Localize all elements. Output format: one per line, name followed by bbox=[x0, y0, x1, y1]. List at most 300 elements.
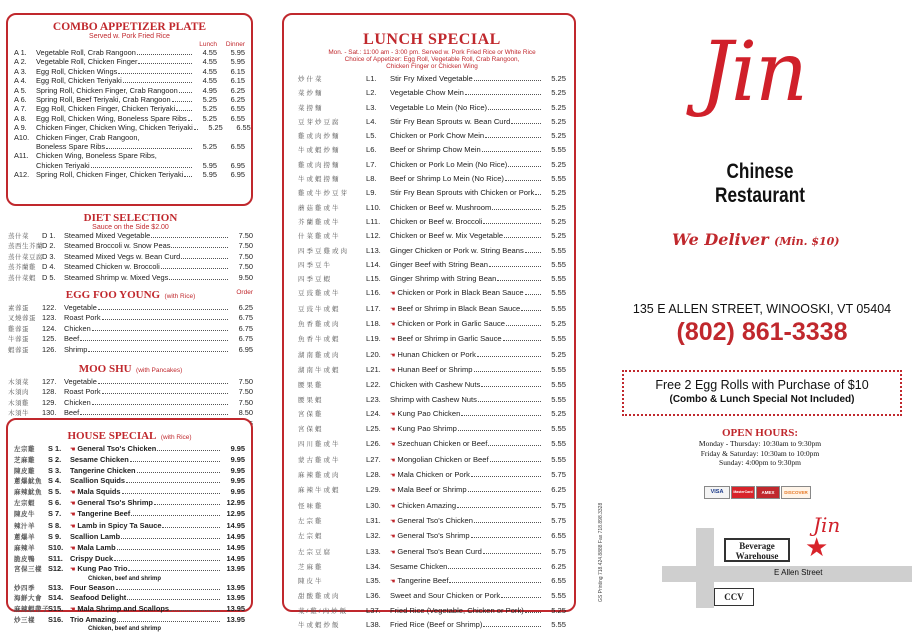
hot-spicy-icon: ☚ bbox=[390, 337, 396, 344]
item-name: Steamed Broccoli w. Snow Peas bbox=[64, 241, 171, 251]
item-name: Stir Fry Mixed Vegetable bbox=[390, 74, 473, 83]
dinner-price: 5.95 bbox=[230, 57, 245, 67]
map-landmark-box bbox=[724, 538, 790, 562]
hot-spicy-icon: ☚ bbox=[390, 442, 396, 449]
leader-dots bbox=[117, 621, 220, 622]
item-code: L12. bbox=[366, 231, 381, 241]
egg-foo-young-col: Order bbox=[236, 289, 253, 297]
hot-spicy-icon: ☚ bbox=[70, 447, 76, 453]
leader-dots bbox=[478, 401, 541, 402]
item-name-cont: Boneless Spare Ribs bbox=[36, 142, 106, 152]
item-price: 5.25 bbox=[551, 216, 566, 226]
item-chinese-name: 左宗雞 bbox=[298, 517, 324, 525]
menu-item bbox=[298, 483, 566, 498]
item-name: Chicken Finger, Chicken Wing, Chicken Teriyaki bbox=[36, 123, 193, 133]
amex-card-icon: AMEX bbox=[756, 486, 780, 499]
lunch-special-panel bbox=[282, 13, 576, 629]
item-name: Vegetable bbox=[64, 303, 97, 313]
menu-item bbox=[8, 334, 253, 344]
item-chinese-name: 陳皮雞 bbox=[14, 467, 35, 475]
menu-item bbox=[14, 466, 245, 476]
item-name: ☚ Chicken or Pork in Black Bean Sauce bbox=[390, 288, 524, 298]
item-name: ☚ Chicken or Pork in Garlic Sauce bbox=[390, 319, 506, 329]
item-code: L27. bbox=[366, 454, 381, 464]
leader-dots bbox=[169, 279, 228, 280]
menu-item bbox=[8, 398, 253, 408]
item-price: 14.95 bbox=[226, 542, 245, 552]
menu-item bbox=[298, 348, 566, 363]
item-code: L7. bbox=[366, 159, 377, 169]
item-price: 5.55 bbox=[551, 303, 566, 313]
item-chinese-name: 雞或肉炒麵 bbox=[298, 133, 341, 141]
item-chinese-name: 雞蓉蛋 bbox=[8, 325, 29, 333]
combo-item bbox=[14, 86, 245, 95]
item-name: Chicken or Pork Chow Mein bbox=[390, 131, 485, 141]
item-code: D 1. bbox=[42, 231, 56, 240]
leader-dots bbox=[118, 73, 192, 74]
item-name: Chicken Wing, Boneless Spare Ribs, bbox=[36, 151, 157, 161]
egg-foo-young-note: (with Rice) bbox=[164, 293, 196, 301]
item-chinese-name: 木須肉 bbox=[8, 389, 29, 397]
leader-dots bbox=[127, 599, 220, 600]
item-code: L17. bbox=[366, 303, 381, 313]
item-price: 6.75 bbox=[238, 334, 253, 344]
item-code: L28. bbox=[366, 470, 381, 480]
item-price: 7.50 bbox=[238, 377, 253, 387]
item-price: 5.25 bbox=[551, 605, 566, 615]
item-name: ☚ Mala Squids bbox=[70, 486, 121, 496]
item-price: 9.95 bbox=[230, 476, 245, 486]
item-code: A10. bbox=[14, 132, 30, 142]
hot-spicy-icon: ☚ bbox=[390, 579, 396, 586]
hot-spicy-icon: ☚ bbox=[70, 567, 76, 574]
item-price: 5.75 bbox=[551, 515, 566, 525]
item-price: 5.25 bbox=[551, 159, 566, 169]
combo-item bbox=[14, 151, 245, 160]
item-name: Steamed Mixed Vegs w. Bean Curd bbox=[64, 251, 181, 261]
leader-dots bbox=[461, 415, 541, 416]
item-chinese-name: 脆皮鴨 bbox=[14, 556, 35, 564]
item-chinese-name: 左宗豆腐 bbox=[298, 548, 332, 556]
item-price: 7.50 bbox=[238, 387, 253, 397]
item-code: 125. bbox=[42, 334, 57, 344]
dinner-price: 6.95 bbox=[230, 170, 245, 180]
combo-subtitle: Served w. Pork Fried Rice bbox=[89, 33, 170, 40]
item-name: Sesame Chicken bbox=[390, 561, 448, 571]
hot-spicy-icon: ☚ bbox=[390, 291, 396, 298]
moo-shu-header bbox=[8, 359, 253, 377]
phone-number[interactable]: (802) 861-3338 bbox=[676, 318, 848, 346]
printer-note: GS Printing 718.424.8888 Fax 718.898.3328 bbox=[598, 502, 604, 602]
item-name: ☚ General Tso's Shrimp bbox=[390, 531, 470, 541]
item-price: 9.95 bbox=[230, 444, 245, 453]
hours-days: Sunday: bbox=[719, 458, 746, 467]
item-chinese-name: 蔥爆魷魚 bbox=[14, 478, 42, 486]
item-code: S11. bbox=[48, 554, 63, 564]
item-chinese-name: 腰果雞 bbox=[298, 382, 324, 390]
combo-item bbox=[14, 114, 245, 123]
combo-item bbox=[14, 48, 245, 57]
item-chinese-name: 甜酸雞或肉 bbox=[298, 593, 341, 601]
leader-dots bbox=[137, 472, 220, 473]
leader-dots bbox=[482, 151, 541, 152]
item-name: Fried Rice (Vegetable, Chicken or Pork) bbox=[390, 605, 524, 615]
leader-dots bbox=[179, 92, 192, 93]
item-name: ☚ General Tso's Chicken bbox=[390, 515, 473, 525]
hot-spicy-icon: ☚ bbox=[390, 427, 396, 434]
item-code: L20. bbox=[366, 349, 381, 359]
item-code: S 2. bbox=[48, 455, 62, 465]
item-chinese-name: 什菜雞或牛 bbox=[298, 233, 341, 241]
leader-dots bbox=[474, 522, 541, 523]
item-name: Spring Roll, Beef Teriyaki, Crab Rangoon bbox=[36, 95, 171, 105]
item-code: L15. bbox=[366, 274, 381, 284]
menu-item bbox=[8, 231, 253, 241]
menu-item bbox=[298, 229, 566, 243]
hot-spicy-icon: ☚ bbox=[390, 411, 396, 418]
leader-dots bbox=[117, 549, 220, 550]
lunch-price: 4.55 bbox=[202, 57, 217, 67]
menu-item bbox=[298, 115, 566, 129]
leader-dots bbox=[474, 80, 541, 81]
leader-dots bbox=[474, 371, 541, 372]
item-name: Beef or Shrimp Chow Mein bbox=[390, 145, 481, 155]
leader-dots bbox=[505, 180, 541, 181]
item-price: 5.55 bbox=[551, 394, 566, 404]
lunch-intro-3: Chicken Finger or Chicken Wing bbox=[386, 63, 478, 70]
item-name: ☚ Hunan Chicken or Pork bbox=[390, 349, 476, 359]
item-code: 122. bbox=[42, 303, 57, 313]
item-chinese-name: 四季豆蝦 bbox=[298, 276, 332, 284]
dinner-price: 6.25 bbox=[230, 95, 245, 105]
item-code: L31. bbox=[366, 515, 381, 525]
item-code: L23. bbox=[366, 394, 381, 404]
item-code: L8. bbox=[366, 174, 377, 184]
hours-list bbox=[650, 439, 870, 468]
item-chinese-name: 麻辣羊 bbox=[14, 544, 35, 552]
item-code: L38. bbox=[366, 619, 381, 629]
leader-dots bbox=[468, 491, 541, 492]
item-name: Ginger Shrimp with String Bean bbox=[390, 274, 497, 284]
combo-item bbox=[14, 170, 245, 179]
item-price: 7.50 bbox=[238, 241, 253, 251]
item-name: Vegetable bbox=[64, 377, 97, 387]
item-name: Four Season bbox=[70, 582, 115, 592]
item-name: ☚ General Tso's Bean Curd bbox=[390, 546, 482, 556]
item-chinese-name: 宮保蝦 bbox=[298, 426, 324, 434]
item-chinese-name: 炒什菜 bbox=[298, 76, 324, 83]
item-name: Fried Rice (Beef or Shrimp) bbox=[390, 619, 483, 629]
hours-row bbox=[650, 439, 870, 449]
combo-item bbox=[14, 57, 245, 66]
item-code: A 5. bbox=[14, 85, 27, 95]
item-chinese-name: 蔥爆羊 bbox=[14, 534, 35, 542]
item-price: 5.75 bbox=[551, 470, 566, 480]
item-chinese-name: 辣汁羊 bbox=[14, 522, 35, 530]
menu-item bbox=[14, 521, 245, 532]
menu-item bbox=[298, 560, 566, 574]
leader-dots bbox=[477, 356, 541, 357]
item-name: Scallion Squids bbox=[70, 476, 126, 486]
item-chinese-name: 宮保三樣 bbox=[14, 566, 42, 574]
menu-item bbox=[298, 143, 566, 157]
lunch-price: 5.95 bbox=[202, 170, 217, 180]
item-price: 5.25 bbox=[551, 319, 566, 329]
menu-item bbox=[14, 455, 245, 465]
combo-item bbox=[14, 123, 251, 133]
menu-item bbox=[298, 332, 566, 347]
item-code: L34. bbox=[366, 561, 381, 571]
item-chinese-name: 蒸什菜豆腐 bbox=[8, 253, 43, 261]
item-code: L22. bbox=[366, 380, 381, 390]
item-chinese-name: 芝麻雞 bbox=[298, 563, 324, 571]
item-name: ☚ General Tso's Shrimp bbox=[70, 498, 153, 508]
item-name: Beef bbox=[64, 334, 80, 344]
item-code: 130. bbox=[42, 408, 57, 418]
item-chinese-name: 菜炒麵 bbox=[298, 90, 324, 98]
egg-foo-young-list bbox=[8, 303, 253, 355]
leader-dots bbox=[102, 393, 228, 394]
promo-line-2: (Combo & Lunch Special Not Included) bbox=[669, 394, 855, 405]
hours-time: 10:30am to 10:0pm bbox=[760, 448, 820, 458]
leader-dots bbox=[488, 109, 541, 110]
item-name: Steamed Mixed Vegetable bbox=[64, 231, 151, 240]
lunch-price: 5.25 bbox=[202, 142, 217, 152]
item-chinese-name: 陳皮牛 bbox=[298, 578, 324, 586]
leader-dots bbox=[465, 94, 541, 95]
leader-dots bbox=[501, 597, 541, 598]
leader-dots bbox=[525, 612, 541, 613]
item-name: Roast Pork bbox=[64, 313, 101, 323]
mastercard-icon: MasterCard bbox=[731, 486, 755, 499]
leader-dots bbox=[508, 166, 541, 167]
item-code: S 6. bbox=[48, 498, 62, 508]
menu-item bbox=[298, 215, 566, 229]
leader-dots bbox=[492, 209, 541, 210]
menu-item bbox=[298, 272, 566, 286]
menu-item bbox=[14, 543, 245, 554]
item-code: L37. bbox=[366, 605, 381, 615]
menu-item bbox=[298, 407, 566, 422]
lunch-price: 5.25 bbox=[208, 123, 223, 133]
menu-item bbox=[298, 545, 566, 560]
menu-item bbox=[298, 317, 566, 332]
item-name: ☚ Kung Pao Trio bbox=[70, 564, 128, 574]
menu-item bbox=[14, 532, 245, 542]
item-chinese-name: 湖南牛或蝦 bbox=[298, 366, 341, 374]
item-code: D 2. bbox=[42, 241, 56, 251]
item-chinese-name: 菜/雞/肉炒飯 bbox=[298, 607, 349, 615]
item-code: L30. bbox=[366, 500, 381, 510]
leader-dots bbox=[126, 482, 220, 483]
lunch-price: 5.25 bbox=[202, 113, 217, 123]
menu-item bbox=[8, 313, 253, 323]
item-name: Chicken or Pork Lo Mein (No Rice) bbox=[390, 159, 508, 169]
item-name: ☚ Beef or Shrimp in Black Bean Sauce bbox=[390, 303, 521, 313]
menu-item bbox=[8, 345, 253, 355]
item-price: 9.95 bbox=[230, 455, 245, 465]
item-price: 14.95 bbox=[226, 554, 245, 564]
visa-card-icon: VISA bbox=[704, 486, 730, 499]
hot-spicy-icon: ☚ bbox=[390, 457, 396, 464]
item-chinese-name: 蘑菇雞或牛 bbox=[298, 204, 341, 212]
item-code: L26. bbox=[366, 439, 381, 449]
item-price: 5.55 bbox=[551, 174, 566, 184]
item-name: Steamed Chicken w. Broccoli bbox=[64, 262, 160, 272]
item-code: L32. bbox=[366, 531, 381, 541]
item-code: 127. bbox=[42, 377, 57, 387]
item-code: S 1. bbox=[48, 444, 62, 453]
item-code: L6. bbox=[366, 145, 377, 155]
item-code: A11. bbox=[14, 151, 29, 161]
payment-cards bbox=[704, 486, 814, 502]
leader-dots bbox=[91, 167, 192, 168]
item-price: 9.95 bbox=[230, 486, 245, 496]
item-chinese-name: 牛或蝦炒麵 bbox=[298, 147, 341, 155]
item-price: 5.55 bbox=[551, 380, 566, 390]
item-price: 5.55 bbox=[551, 454, 566, 464]
item-price: 5.25 bbox=[551, 102, 566, 112]
item-code: 126. bbox=[42, 344, 57, 354]
item-name: Sweet and Sour Chicken or Pork bbox=[390, 591, 501, 601]
item-price: 13.95 bbox=[226, 603, 245, 613]
item-name: Chicken bbox=[64, 397, 91, 407]
item-code: A 3. bbox=[14, 66, 27, 76]
lunch-intro-1: Mon. - Sat.: 11:00 am - 3:00 pm. Served w. Pork Fried Rice or White Rice bbox=[328, 49, 536, 56]
item-name: Trio Amazing bbox=[70, 615, 117, 625]
item-name: Chicken or Beef w. Broccoli bbox=[390, 216, 483, 226]
jin-logo: Jin bbox=[700, 25, 806, 120]
lunch-price: 5.25 bbox=[202, 95, 217, 105]
lunch-price: 5.95 bbox=[202, 160, 217, 170]
item-code: L29. bbox=[366, 485, 381, 495]
item-chinese-name: 蒸什菜 bbox=[8, 233, 29, 240]
menu-item bbox=[8, 303, 253, 313]
item-code: L2. bbox=[366, 88, 377, 98]
item-code: A 9. bbox=[14, 123, 27, 133]
item-price: 5.25 bbox=[551, 188, 566, 198]
item-name: Egg Roll, Chicken Finger, Chicken Teriyaki bbox=[36, 104, 176, 114]
item-name: ☚ Chicken Amazing bbox=[390, 500, 457, 510]
hot-spicy-icon: ☚ bbox=[390, 322, 396, 329]
item-chinese-name: 左宗雞 bbox=[14, 446, 35, 453]
menu-item bbox=[298, 589, 566, 603]
item-price: 6.25 bbox=[551, 485, 566, 495]
hot-spicy-icon: ☚ bbox=[390, 473, 396, 480]
item-price: 5.55 bbox=[551, 364, 566, 374]
leader-dots bbox=[161, 268, 228, 269]
item-name: Shrimp bbox=[64, 344, 88, 354]
menu-item bbox=[14, 615, 245, 625]
item-code: S 7. bbox=[48, 509, 62, 519]
leader-dots bbox=[488, 445, 541, 446]
leader-dots bbox=[481, 386, 541, 387]
item-note: Chicken, beef and shrimp bbox=[88, 625, 162, 632]
item-chinese-name: 宮保雞 bbox=[298, 410, 324, 418]
item-chinese-name: 木須雞 bbox=[8, 399, 29, 407]
diet-section bbox=[8, 212, 253, 429]
item-chinese-name: 牛或蝦撈麵 bbox=[298, 176, 341, 184]
item-chinese-name: 麻辣牛或蝦 bbox=[298, 487, 341, 495]
hours-row bbox=[650, 458, 870, 468]
menu-item bbox=[14, 498, 245, 509]
item-chinese-name: 四川雞或牛 bbox=[298, 441, 341, 449]
leader-dots bbox=[122, 493, 220, 494]
item-chinese-name: 蒸西生芥蘭 bbox=[8, 243, 43, 251]
item-code: S10. bbox=[48, 542, 64, 552]
hours-row bbox=[650, 449, 870, 459]
menu-item bbox=[298, 244, 566, 258]
leader-dots bbox=[131, 515, 220, 516]
leader-dots bbox=[503, 340, 541, 341]
item-chinese-name: 豆豉雞或牛 bbox=[298, 290, 341, 298]
leader-dots bbox=[88, 351, 228, 352]
item-code: D 3. bbox=[42, 251, 56, 261]
item-price: 5.25 bbox=[551, 131, 566, 141]
dinner-price: 6.55 bbox=[230, 104, 245, 114]
item-name: Stir Fry Bean Sprouts w. Bean Curd bbox=[390, 116, 511, 126]
item-name: Vegetable Roll, Chicken Finger bbox=[36, 57, 138, 67]
item-code: A 7. bbox=[14, 104, 27, 114]
house-special-note: (with Rice) bbox=[160, 434, 192, 441]
house-special-title: HOUSE SPECIAL bbox=[67, 430, 157, 442]
menu-item bbox=[8, 273, 253, 283]
hot-spicy-icon: ☚ bbox=[390, 549, 396, 556]
item-price: 6.75 bbox=[238, 323, 253, 333]
item-code: L36. bbox=[366, 591, 381, 601]
leader-dots bbox=[176, 110, 192, 111]
item-name: ☚ Beef or Shrimp in Garlic Sauce bbox=[390, 334, 502, 344]
item-chinese-name: 魚香牛或蝦 bbox=[298, 336, 341, 344]
item-code: S 9. bbox=[48, 532, 62, 542]
menu-item bbox=[298, 604, 566, 618]
leader-dots bbox=[138, 63, 192, 64]
leader-dots bbox=[121, 538, 220, 539]
item-name: Seafood Delight bbox=[70, 593, 127, 603]
leader-dots bbox=[92, 404, 228, 405]
leader-dots bbox=[525, 252, 541, 253]
deliver-banner bbox=[672, 230, 840, 249]
combo-item-cont bbox=[14, 142, 245, 151]
item-code: L19. bbox=[366, 334, 381, 344]
menu-item bbox=[298, 422, 566, 437]
item-code: 124. bbox=[42, 323, 57, 333]
item-name: Chicken bbox=[64, 323, 91, 333]
item-name: ☚ Kung Pao Shrimp bbox=[390, 424, 457, 434]
menu-item bbox=[298, 514, 566, 529]
item-price: 14.95 bbox=[226, 532, 245, 542]
map-street-label: E Allen Street bbox=[774, 568, 823, 577]
item-price: 7.50 bbox=[238, 262, 253, 272]
item-price: 9.95 bbox=[230, 465, 245, 475]
item-code: L5. bbox=[366, 131, 377, 141]
item-name: Stir Fry Bean Sprouts with Chicken or Pork bbox=[390, 188, 535, 198]
item-code: L11. bbox=[366, 216, 381, 226]
item-name: Egg Roll, Chicken Teriyaki bbox=[36, 76, 122, 86]
combo-col-headers bbox=[14, 41, 245, 48]
menu-item bbox=[298, 302, 566, 317]
item-code: L14. bbox=[366, 259, 381, 269]
hot-spicy-icon: ☚ bbox=[390, 488, 396, 495]
location-map bbox=[662, 513, 912, 620]
lunch-title: LUNCH SPECIAL bbox=[363, 31, 501, 48]
dinner-price: 6.55 bbox=[230, 142, 245, 152]
item-name: Ginger Chicken or Pork w. String Beans bbox=[390, 245, 524, 255]
item-name: Chicken Finger, Crab Rangoon, bbox=[36, 132, 140, 142]
menu-item bbox=[14, 476, 245, 486]
star-icon: ★ bbox=[805, 532, 829, 562]
item-chinese-name: 湖南雞或肉 bbox=[298, 351, 341, 359]
